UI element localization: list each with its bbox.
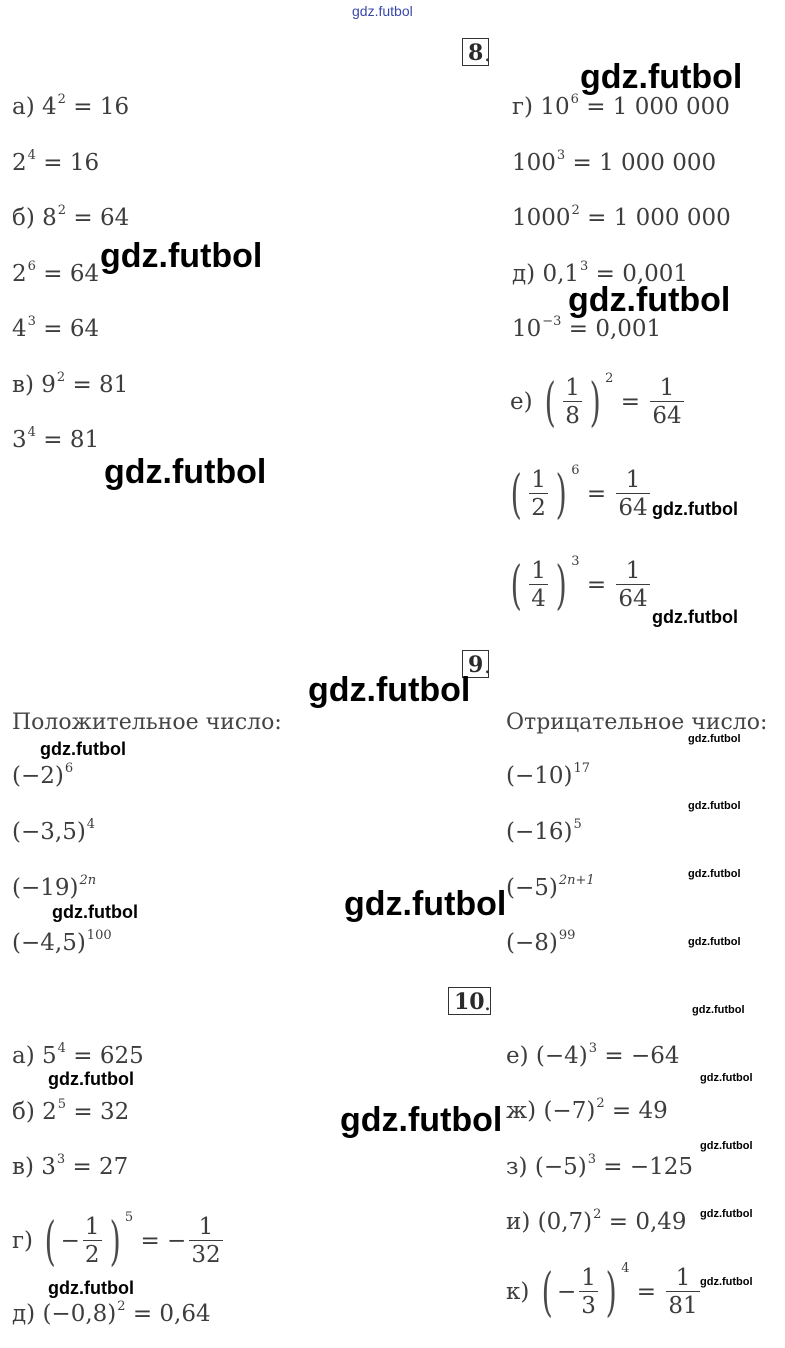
task10-line-e: е) $(-4)^3 = -64$ [506,1041,680,1069]
site-link[interactable]: gdz.futbol [352,3,413,19]
watermark: gdz.futbol [688,936,741,948]
task10-line-b: б) $2^5 = 32$ [12,1097,130,1125]
task8-line-d: д) $0,1^3 = 0,001$ [512,259,689,287]
positive-item: $(-2)^6$ [12,761,74,789]
positive-item: $(-3,5)^4$ [12,817,96,845]
task10-line-zh: ж) $(-7)^2 = 49$ [506,1096,668,1124]
watermark: gdz.futbol [100,237,263,275]
task10-line-v: в) $3^3 = 27$ [12,1152,129,1180]
watermark: gdz.futbol [700,1276,753,1288]
task-number-dot: . [484,42,491,67]
task10-line-d: д) $(-0,8)^2 = 0,64$ [12,1299,211,1327]
negative-item: $(-8)^{99}$ [506,928,576,956]
watermark: gdz.futbol [308,671,471,709]
task8-line: $2^4 = 16$ [12,148,100,176]
positive-item: $(-4,5)^{100}$ [12,928,112,956]
task8-line: $1000^2 = 1$ 000 000 [512,203,731,231]
task8-fraction-e: е) ( $\frac{1}{8}$ ) $^2$ = $\frac{1}{64}$ [510,371,682,433]
task10-fraction-g: г) ( − $\frac{1}{2}$ ) $^5$ = − $\frac{1}{32}$ [12,1210,221,1272]
watermark: gdz.futbol [652,499,738,519]
watermark: gdz.futbol [40,739,126,759]
negative-item: $(-10)^{17}$ [506,761,591,789]
task8-line-a: а) $4^2 = 16$ [12,92,130,120]
watermark: gdz.futbol [700,1208,753,1220]
task8-line: $10^{-3} = 0,001$ [512,314,662,342]
task8-fraction: ( $\frac{1}{2}$ ) $^6$ = $\frac{1}{64}$ [510,463,648,525]
watermark: gdz.futbol [344,885,507,923]
task8-line: $4^3 = 64$ [12,314,100,342]
watermark: gdz.futbol [52,902,138,922]
task8-line: $100^3 = 1$ 000 000 [512,148,717,176]
task10-line-z: з) $(-5)^3 = -125$ [506,1152,694,1180]
watermark: gdz.futbol [580,58,743,96]
watermark: gdz.futbol [700,1072,753,1084]
positive-item: $(-19)^{2n}$ [12,873,97,901]
task10-line-i: и) $(0,7)^2 = 0,49$ [506,1207,687,1235]
task10-fraction-k: к) ( − $\frac{1}{3}$ ) $^4$ = $\frac{1}{81}$ [506,1261,698,1323]
watermark: gdz.futbol [700,1140,753,1152]
task-8-number: 8 [462,38,489,66]
task8-fraction: ( $\frac{1}{4}$ ) $^3$ = $\frac{1}{64}$ [510,554,648,616]
watermark: gdz.futbol [104,453,267,491]
watermark: gdz.futbol [688,868,741,880]
task8-line-b: б) $8^2 = 64$ [12,203,130,231]
task-9-number: 9 [462,650,489,678]
watermark: gdz.futbol [692,1004,745,1016]
positive-heading: Положительное число: [12,710,282,735]
task8-line: $2^6 = 64$ [12,259,100,287]
task-10-number: 10 [448,987,491,1015]
watermark: gdz.futbol [340,1101,503,1139]
watermark: gdz.futbol [568,281,731,319]
watermark: gdz.futbol [688,733,741,745]
watermark: gdz.futbol [48,1069,134,1089]
watermark: gdz.futbol [688,800,741,812]
watermark: gdz.futbol [652,607,738,627]
task8-line-v: в) $9^2 = 81$ [12,370,129,398]
task-number-dot: . [484,654,491,679]
negative-item: $(-16)^5$ [506,817,582,845]
task8-line: $3^4 = 81$ [12,425,100,453]
task10-line-a: а) $5^4 = 625$ [12,1041,144,1069]
negative-item: $(-5)^{2n+1}$ [506,873,595,901]
task8-line-g: г) $10^6 = 1$ 000 000 [512,92,730,120]
task-number-dot: . [484,991,491,1016]
negative-heading: Отрицательное число: [506,710,768,735]
watermark: gdz.futbol [48,1278,134,1298]
